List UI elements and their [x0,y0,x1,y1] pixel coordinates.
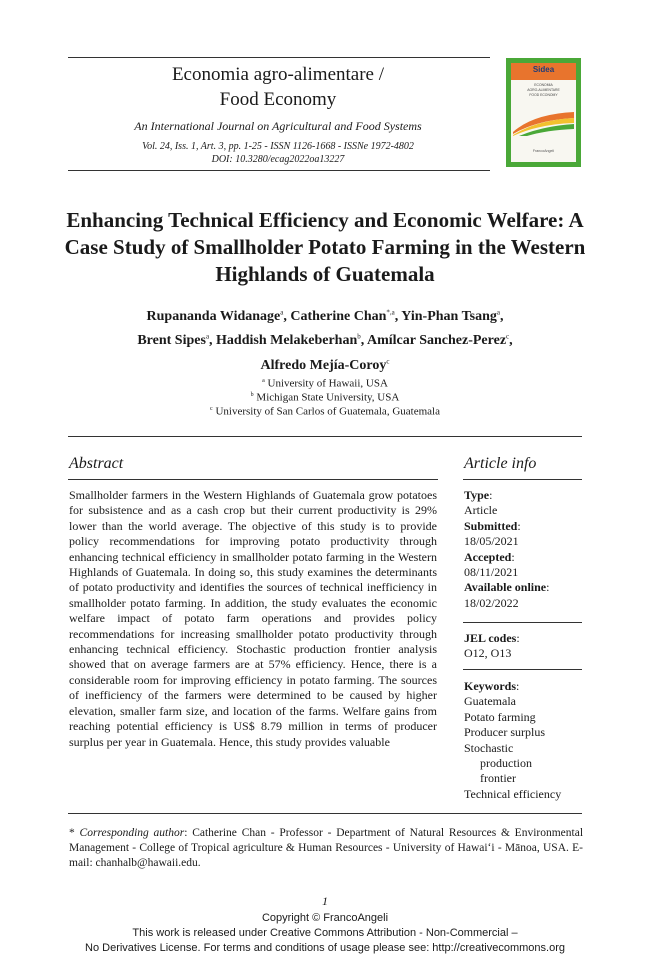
header-bottom-rule [68,170,490,171]
journal-doi: DOI: 10.3280/ecag2022oa13227 [211,154,345,165]
author: Alfredo Mejía-Coroy$^c$ [260,357,390,373]
info-divider [463,622,582,623]
journal-logo: Sidea [532,65,555,74]
footnote-rule [68,813,582,814]
section-rule [68,436,582,437]
article-info-heading-rule [463,479,582,480]
cover-text-line1: ECONOMIA [534,83,553,87]
license-line: This work is released under Creative Commons Attribution - Non-Commercial – [132,927,518,939]
page-number: 1 [322,894,328,908]
affiliation: $^b$ Michigan State University, USA [250,391,400,404]
author: Catherine Chan$^{*,a}$, [290,308,402,324]
header-top-rule [68,57,490,58]
keyword: Stochastic production frontier [464,740,532,786]
author: Rupananda Widanage$^a$, [146,308,291,324]
license-line: No Derivatives License. For terms and conditions of usage please see: http://creativecommons.org [85,942,565,954]
license-notice [0,911,650,956]
cover-text-line2: AGRO-ALIMENTARE [527,88,560,92]
accepted-label: Accepted [464,549,512,564]
abstract-heading: Abstract [69,455,124,472]
affiliation: $^a$ University of Hawaii, USA [262,377,388,390]
jel-label: JEL codes [464,631,517,645]
author: Yin-Phan Tsang$^a$, [401,308,504,324]
affiliation: $^c$ University of San Carlos of Guatemala, Guatemala [210,405,440,418]
article-title: Enhancing Technical Efficiency and Economic Welfare: A Case Study of Smallholder Potato Farming in the Western Highlands of Guatemala [64,208,586,286]
online-value: 18/02/2022 [464,595,519,610]
keyword: Potato farming [464,709,536,724]
copyright-line: Copyright © FrancoAngeli [261,912,389,924]
journal-cover-image [506,58,581,167]
author: Brent Sipes$^a$, [137,332,217,349]
author: Amílcar Sanchez-Perez$^c$, [366,332,513,349]
journal-subtitle: An International Journal on Agricultural and Food Systems [134,119,422,133]
keyword: Technical efficiency [464,786,562,801]
journal-volume-line: Vol. 24, Iss. 1, Art. 3, pp. 1-25 - ISSN 1126-1668 - ISSNe 1972-4802 [142,141,414,152]
jel-value: O12, O13 [464,646,512,661]
accepted-value: 08/11/2021 [464,565,519,580]
cover-wave-graphic [513,110,574,136]
keywords-label: Keywords [464,679,516,693]
submitted-label: Submitted [464,518,518,533]
submitted-value: 18/05/2021 [464,534,519,549]
author-list [60,302,590,376]
keyword: Guatemala [464,694,516,709]
cover-publisher: FrancoAngeli [532,149,555,153]
article-dates: Type: Article Submitted: 18/05/2021 Accepted: 08/11/2021 Available online: 18/02/2022 [464,488,584,611]
keywords-block: Keywords: Guatemala Potato farming Producer surplus Stochastic production frontier Technical efficiency [464,679,584,802]
journal-name-line1: Economia agro-alimentare / [171,64,385,85]
abstract-heading-rule [68,479,438,480]
info-divider [463,669,582,670]
jel-block: JEL codes: O12, O13 [464,631,584,662]
type-label: Type [464,488,490,502]
type-value: Article [464,503,498,518]
keyword: Producer surplus [464,725,545,740]
abstract-text: Smallholder farmers in the Western Highlands of Guatemala grow potatoes for subsistence and as a cash crop but their current productivity is 29% lower than the world average. The objective of this study is to provide policy recommendations for improving potato productivity through enhancing technical efficiency in smallholder potato farming in the Western Highlands of Guatemala. In doing so, this study examines the determinants of potato productivity and identifies the sources of technical inefficiency in smallholder potato farming. In addition, the study evaluates the economic welfare impact of potato farm operations and provides policy recommendations for increasing smallholder potato productivity through enhancing technical efficiency. Stochastic production frontier analysis showed that on average farmers are at 57% efficiency. Hence, there is a considerable room for improving efficiency in potato farming. The sources of inefficiency of the farmers were determined to be caused by higher elevation, smaller farm size, and location of the farms. Welfare gains from reaching potential efficiency is US$ 8.79 million in terms of producer surplus per year in Guatemala. Hence, this study provides valuable [69,488,437,749]
corresponding-author-footnote: * Corresponding author: Catherine Chan - Professor - Department of Natural Resources & Environmental Management - College of Tropical agriculture & Human Resources - University of Hawai‘i - Mānoa, USA. E-mail: chanhalb@hawaii.edu. [69,827,584,869]
author: Haddish Melakeberhan$^b$, [216,332,367,349]
article-info-heading: Article info [464,455,537,472]
cover-text-line3: FOOD ECONOMY [529,93,558,97]
online-label: Available online [464,580,547,595]
journal-name-line2: Food Economy [219,89,337,110]
